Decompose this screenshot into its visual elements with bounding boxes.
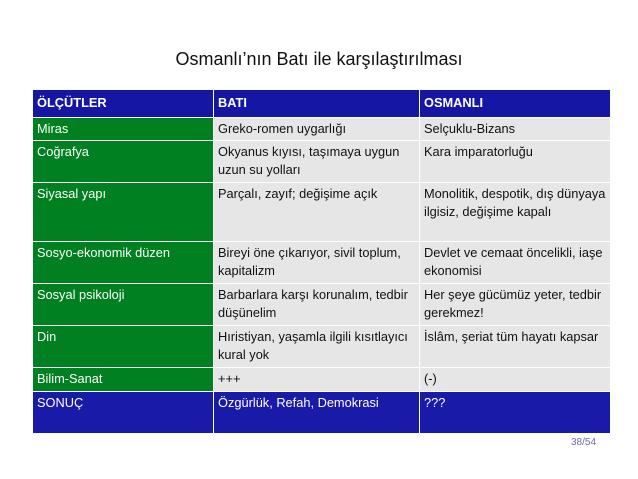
table-row: [33, 326, 611, 368]
header-west: BATI: [214, 90, 420, 118]
table-row: [33, 141, 611, 183]
page-number: 38/54: [571, 437, 597, 448]
comparison-table: [32, 89, 611, 434]
criterion-cell: Coğrafya: [33, 141, 214, 183]
ottoman-cell: ???: [420, 391, 611, 433]
criterion-cell: Bilim-Sanat: [33, 368, 214, 391]
header-ottoman: OSMANLI: [420, 90, 611, 118]
criterion-cell: Sosyo-ekonomik düzen: [33, 242, 214, 284]
criterion-cell: Miras: [33, 118, 214, 141]
table-row: [33, 368, 611, 391]
west-cell: Hıristiyan, yaşamla ilgili kısıtlayıcı kural yok: [214, 326, 420, 368]
table-row: [33, 242, 611, 284]
table-row: [33, 183, 611, 242]
criterion-cell: Siyasal yapı: [33, 183, 214, 242]
slide-title: Osmanlı’nın Batı ile karşılaştırılması: [175, 49, 463, 69]
ottoman-cell: Devlet ve cemaat öncelikli, iaşe ekonomisi: [420, 242, 611, 284]
west-cell: Bireyi öne çıkarıyor, sivil toplum, kapitalizm: [214, 242, 420, 284]
ottoman-cell: Monolitik, despotik, dış dünyaya ilgisiz, değişime kapalı: [420, 183, 611, 242]
header-criteria: ÖLÇÜTLER: [33, 90, 214, 118]
criterion-cell: Sosyal psikoloji: [33, 284, 214, 326]
west-cell: Parçalı, zayıf; değişime açık: [214, 183, 420, 242]
table-row: [33, 118, 611, 141]
ottoman-cell: Her şeye gücümüz yeter, tedbir gerekmez!: [420, 284, 611, 326]
ottoman-cell: (-): [420, 368, 611, 391]
west-cell: Greko-romen uygarlığı: [214, 118, 420, 141]
west-cell: Barbarlara karşı korunalım, tedbir düşünelim: [214, 284, 420, 326]
ottoman-cell: Selçuklu-Bizans: [420, 118, 611, 141]
west-cell: Özgürlük, Refah, Demokrasi: [214, 391, 420, 433]
criterion-cell: SONUÇ: [33, 391, 214, 433]
west-cell: +++: [214, 368, 420, 391]
ottoman-cell: Kara imparatorluğu: [420, 141, 611, 183]
table-header-row: [33, 90, 611, 118]
table-row: [33, 284, 611, 326]
criterion-cell: Din: [33, 326, 214, 368]
table-row-conclusion: [33, 391, 611, 433]
ottoman-cell: İslâm, şeriat tüm hayatı kapsar: [420, 326, 611, 368]
west-cell: Okyanus kıyısı, taşımaya uygun uzun su yolları: [214, 141, 420, 183]
